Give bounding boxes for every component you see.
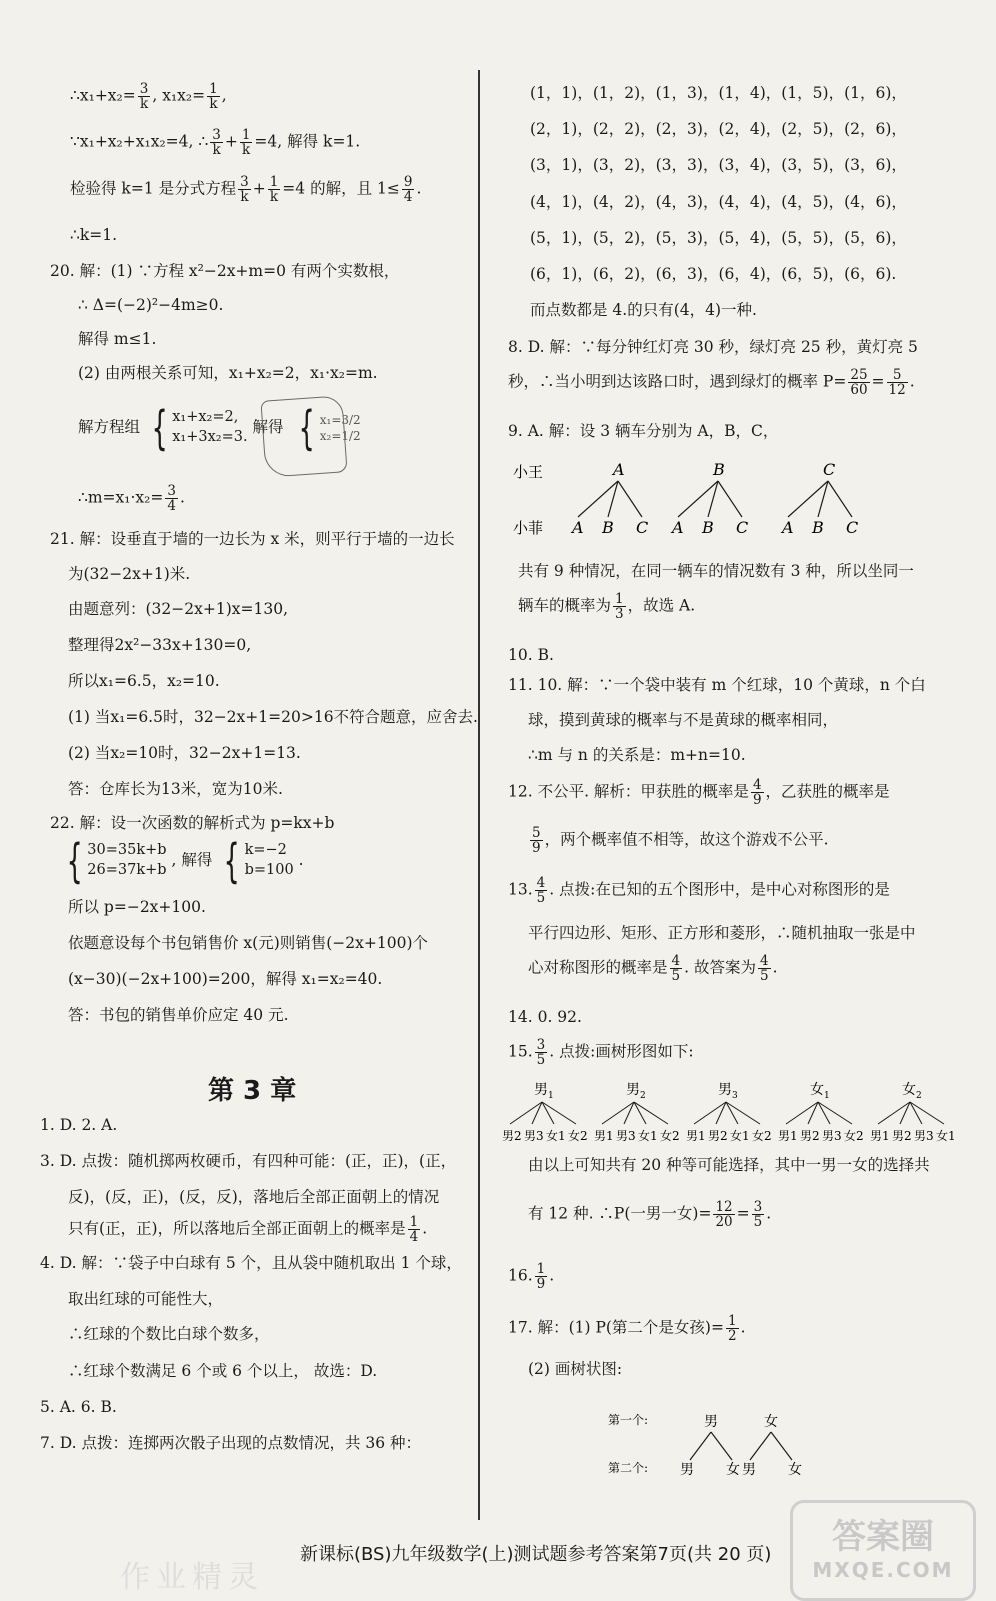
q9-label-xiaofei: 小菲: [513, 519, 544, 537]
q21-line3: 由题意列：(32−2x+1)x=130,: [68, 600, 288, 618]
q12-line2: $\frac{5}{9}$ ，两个概率值不相等，故这个游戏不公平.: [532, 825, 829, 857]
q20-line4: (2) 由两根关系可知，x₁+x₂=2，x₁·x₂=m.: [78, 364, 378, 382]
q9-tree-leaf: C: [636, 518, 649, 537]
q20-line6: ∴m=x₁·x₂= $\frac{3}{4}$ .: [78, 483, 185, 515]
ch3-q7: 7. D. 点拨：连掷两次骰子出现的点数情况，共 36 种：: [40, 1434, 422, 1452]
q22-line4: 依题意设每个书包销售价 x(元)则销售(−2x+100)个: [68, 934, 429, 952]
q11-line3: ∴m 与 n 的关系是：m+n=10.: [528, 746, 746, 764]
q9-tree-root: A: [613, 460, 625, 479]
q15-tree-branch: [634, 1102, 668, 1124]
handwritten-annotation: [260, 395, 347, 478]
q22-line5: (x−30)(−2x+100)=200，解得 x₁=x₂=40.: [68, 970, 383, 988]
ch3-q3-line2: 反)，(反，正)，(反，反)，落地后全部正面朝上的情况: [68, 1188, 440, 1206]
dice-pairs-row-2: (2，1)，(2，2)，(2，3)，(2，4)，(2，5)，(2，6)，: [530, 120, 907, 138]
q15-line2: 由以上可知共有 20 种等可能选择，其中一男一女的选择共: [528, 1156, 930, 1174]
q21-line6: (1) 当x₁=6.5时，32−2x+1=20>16不符合题意，应舍去.: [68, 708, 478, 726]
watermark-left: 作业精灵: [120, 1560, 264, 1595]
line-k-result: ∴k=1.: [70, 226, 118, 244]
q9-tree-branch: [618, 481, 642, 517]
line-solve-k: ∵x₁+x₂+x₁x₂=4, ∴ $\frac{3}{k}$ + $\frac{1}{k}$ =4, 解得 k=1.: [70, 127, 361, 159]
fraction: $\frac{1}{k}$: [241, 127, 251, 159]
q17-label-first: 第一个:: [608, 1413, 649, 1427]
ch3-q3-line3: 只有(正，正)，所以落地后全部正面朝上的概率是 $\frac{1}{4}$ .: [68, 1214, 428, 1246]
ch3-q1-2: 1. D. 2. A.: [40, 1116, 118, 1134]
ch3-q4-line3: ∴红球的个数比白球个数多，: [68, 1325, 270, 1343]
dice-pairs-row-5: (5，1)，(5，2)，(5，3)，(5，4)，(5，5)，(5，6)，: [530, 229, 907, 247]
q17-leaf-girl: 女: [726, 1462, 740, 1478]
q17-line1: 17. 解：(1) P(第二个是女孩)= $\frac{1}{2}$ .: [508, 1313, 746, 1345]
q17-branch: [750, 1432, 771, 1460]
q15-tree-leaf: 男3: [914, 1129, 934, 1143]
q22-line3: 所以 p=−2x+100.: [68, 898, 206, 916]
q9-tree-leaf: B: [812, 518, 824, 537]
ch3-q4-line4: ∴红球个数满足 6 个或 6 个以上， 故选：D.: [68, 1362, 378, 1380]
fraction: $\frac{3}{k}$: [240, 174, 249, 206]
q22-line1: 22. 解：设一次函数的解析式为 p=kx+b: [50, 814, 335, 832]
page-footer: 新课标(BS)九年级数学(上)测试题参考答案第7页(共 20 页): [300, 1544, 772, 1565]
q15-tree-leaf: 男2: [502, 1129, 522, 1143]
q15-tree-root: 女: [902, 1082, 916, 1098]
q9-label-xiaowang: 小王: [513, 463, 544, 481]
q15-tree-root: 男: [626, 1082, 640, 1098]
watermark-logo-title: 答案圈: [832, 1517, 934, 1557]
q17-line2: (2) 画树状图:: [528, 1360, 623, 1378]
q15-tree-leaf: 男1: [870, 1129, 890, 1143]
q17-branch: [690, 1432, 711, 1460]
q11-line1: 11. 10. 解：∵一个袋中装有 m 个红球，10 个黄球，n 个白: [508, 676, 926, 694]
ch3-q3-line1: 3. D. 点拨：随机掷两枚硬币，有四种可能：(正，正)，(正，: [40, 1152, 457, 1170]
q9-tree-branch: [828, 481, 852, 517]
q21-line8: 答：仓库长为13米，宽为10米.: [68, 780, 283, 798]
q13-line1: 13. $\frac{4}{5}$ . 点拨:在已知的五个图形中，是中心对称图形的是: [508, 875, 890, 907]
q21-line4: 整理得2x²−33x+130=0,: [68, 636, 252, 654]
q17-leaf-boy: 男: [742, 1462, 756, 1478]
fraction: $\frac{1}{k}$: [269, 174, 279, 206]
ch3-q4-line1: 4. D. 解：∵袋子中白球有 5 个，且从袋中随机取出 1 个球，: [40, 1254, 462, 1272]
q13-line2: 平行四边形、矩形、正方形和菱形，∴随机抽取一张是中: [528, 924, 916, 942]
q21-line1: 21. 解：设垂直于墙的一边长为 x 米，则平行于墙的一边长: [50, 530, 455, 548]
text: , x₁x₂=: [152, 86, 206, 105]
q15-tree-root-sub: 2: [916, 1091, 922, 1101]
q15-tree-leaf: 女2: [660, 1129, 680, 1143]
q9-tree-branch: [678, 481, 718, 517]
q21-line7: (2) 当x₂=10时，32−2x+1=13.: [68, 744, 301, 762]
q17-tree-diagram: [608, 1408, 928, 1488]
q15-tree-branch: [910, 1102, 944, 1124]
q8-line1: 8. D. 解：∵每分钟红灯亮 30 秒，绿灯亮 25 秒，黄灯亮 5: [508, 338, 918, 356]
q15-tree-root: 女: [810, 1082, 824, 1098]
q15-tree-leaf: 女1: [638, 1129, 658, 1143]
q22-system: { 30=35k+b 26=37k+b , 解得 { k=−2 b=100 .: [66, 834, 304, 888]
q15-tree-root-sub: 1: [824, 1091, 830, 1101]
q15-line1: 15. $\frac{3}{5}$ . 点拨:画树形图如下:: [508, 1037, 694, 1069]
q15-tree-leaf: 男2: [892, 1129, 912, 1143]
q20-system: 解方程组 { x₁+x₂=2, x₁+3x₂=3. 解得 { x₁=3/2 x₂=1/2: [78, 401, 361, 455]
dice-pairs-row-3: (3，1)，(3，2)，(3，3)，(3，4)，(3，5)，(3，6)，: [530, 156, 907, 174]
q15-tree-leaf: 女1: [546, 1129, 566, 1143]
q9-tree-branch: [788, 481, 828, 517]
q13-line3: 心对称图形的概率是 $\frac{4}{5}$ . 故答案为 $\frac{4}{5}$ .: [528, 953, 778, 985]
q9-tree-branch: [718, 481, 742, 517]
fraction: $\frac{3}{k}$: [139, 81, 149, 113]
q21-line5: 所以x₁=6.5，x₂=10.: [68, 672, 220, 690]
q9-tree-leaf: C: [736, 518, 749, 537]
q15-tree-leaf: 男1: [686, 1129, 706, 1143]
q15-tree-leaf: 女2: [752, 1129, 772, 1143]
q9-tree-diagram: [508, 455, 938, 545]
q15-tree-leaf: 男2: [800, 1129, 820, 1143]
q15-tree-root: 男: [718, 1082, 732, 1098]
q8-line2: 秒，∴当小明到达该路口时，遇到绿灯的概率 P= $\frac{25}{60}$ = $\frac{5}{12}$ .: [508, 367, 915, 399]
q15-tree-branch: [542, 1102, 576, 1124]
watermark-logo-url: MXQE.COM: [812, 1558, 954, 1582]
q17-branch: [771, 1432, 792, 1460]
q9-tree-leaf: C: [846, 518, 859, 537]
q9-tree-leaf: B: [702, 518, 714, 537]
chapter-title: 第 3 章: [208, 1076, 297, 1106]
column-divider: [478, 70, 480, 1520]
q15-tree-branch: [818, 1102, 852, 1124]
q17-top-girl: 女: [764, 1414, 778, 1430]
ch3-q4-line2: 取出红球的可能性大，: [68, 1290, 224, 1308]
q17-top-boy: 男: [704, 1414, 718, 1430]
q9-tree-leaf: A: [782, 518, 794, 537]
q17-leaf-girl: 女: [788, 1462, 802, 1478]
line-verify-k: 检验得 k=1 是分式方程 $\frac{3}{k}$ + $\frac{1}{k}$ =4 的解，且 1≤ $\frac{9}{4}$ .: [70, 174, 422, 206]
q15-tree-leaf: 女1: [730, 1129, 750, 1143]
dice-pairs-row-4: (4，1)，(4，2)，(4，3)，(4，4)，(4，5)，(4，6)，: [530, 193, 907, 211]
q16: 16. $\frac{1}{9}$ .: [508, 1261, 555, 1293]
q9-tree-root: B: [713, 460, 725, 479]
fraction: $\frac{9}{4}$: [403, 174, 413, 206]
q9-line1: 9. A. 解：设 3 辆车分别为 A，B，C，: [508, 422, 779, 440]
q17-leaf-boy: 男: [680, 1462, 694, 1478]
ch3-q5-6: 5. A. 6. B.: [40, 1398, 117, 1416]
q20-line1: 20. 解：(1) ∵方程 x²−2x+m=0 有两个实数根，: [50, 262, 400, 280]
q9-tree-leaf: A: [672, 518, 684, 537]
q22-line6: 答：书包的销售单价应定 40 元.: [68, 1006, 289, 1024]
q15-tree-leaf: 男1: [594, 1129, 614, 1143]
q9-line2: 共有 9 种情况，在同一辆车的情况数有 3 种，所以坐同一: [518, 562, 914, 580]
q15-tree-leaf: 男3: [616, 1129, 636, 1143]
line-sum-product: ∴x₁+x₂= $\frac{3}{k}$ , x₁x₂= $\frac{1}{k}$ ,: [70, 81, 227, 113]
text: ∴x₁+x₂=: [70, 86, 136, 105]
q9-tree-branch: [608, 481, 618, 517]
q15-tree-root-sub: 3: [732, 1091, 738, 1101]
q7-conclusion: 而点数都是 4.的只有(4，4)一种.: [530, 301, 757, 319]
q10: 10. B.: [508, 646, 554, 664]
q15-tree-leaf: 男1: [778, 1129, 798, 1143]
q9-tree-root: C: [823, 460, 836, 479]
q15-tree-leaf: 女2: [844, 1129, 864, 1143]
q15-tree-branch: [726, 1102, 760, 1124]
q9-tree-branch: [578, 481, 618, 517]
q15-tree-root-sub: 2: [640, 1091, 646, 1101]
q15-tree-leaf: 女2: [568, 1129, 588, 1143]
q11-line2: 球，摸到黄球的概率与不是黄球的概率相同，: [528, 711, 839, 729]
fraction: $\frac{3}{k}$: [212, 127, 221, 159]
q15-line3: 有 12 种. ∴P(一男一女)= $\frac{12}{20}$ = $\frac{3}{5}$ .: [528, 1199, 772, 1231]
q9-tree-branch: [708, 481, 718, 517]
dice-pairs-row-6: (6，1)，(6，2)，(6，3)，(6，4)，(6，5)，(6，6).: [530, 265, 897, 283]
q15-tree-leaf: 女1: [936, 1129, 956, 1143]
q21-line2: 为(32−2x+1)米.: [68, 565, 191, 583]
q9-tree-leaf: A: [572, 518, 584, 537]
q9-tree-leaf: B: [602, 518, 614, 537]
q15-tree-diagram: [496, 1078, 956, 1148]
q9-line3: 辆车的概率为 $\frac{1}{3}$ ，故选 A.: [518, 591, 696, 623]
q17-label-second: 第二个:: [608, 1461, 649, 1475]
watermark-right-logo: [790, 1500, 976, 1601]
q12-line1: 12. 不公平. 解析：甲获胜的概率是 $\frac{4}{9}$ ，乙获胜的概率是: [508, 777, 890, 809]
q15-tree-root-sub: 1: [548, 1091, 554, 1101]
q20-line2: ∴ Δ=(−2)²−4m≥0.: [78, 296, 224, 314]
q15-tree-root: 男: [534, 1082, 548, 1098]
q15-tree-leaf: 男3: [524, 1129, 544, 1143]
q17-branch: [711, 1432, 732, 1460]
dice-pairs-row-1: (1，1)，(1，2)，(1，3)，(1，4)，(1，5)，(1，6)，: [530, 84, 907, 102]
q9-tree-branch: [818, 481, 828, 517]
q15-tree-leaf: 男3: [822, 1129, 842, 1143]
fraction: $\frac{1}{k}$: [209, 81, 218, 113]
q15-tree-leaf: 男2: [708, 1129, 728, 1143]
q14: 14. 0. 92.: [508, 1008, 582, 1026]
q20-line3: 解得 m≤1.: [78, 330, 157, 348]
